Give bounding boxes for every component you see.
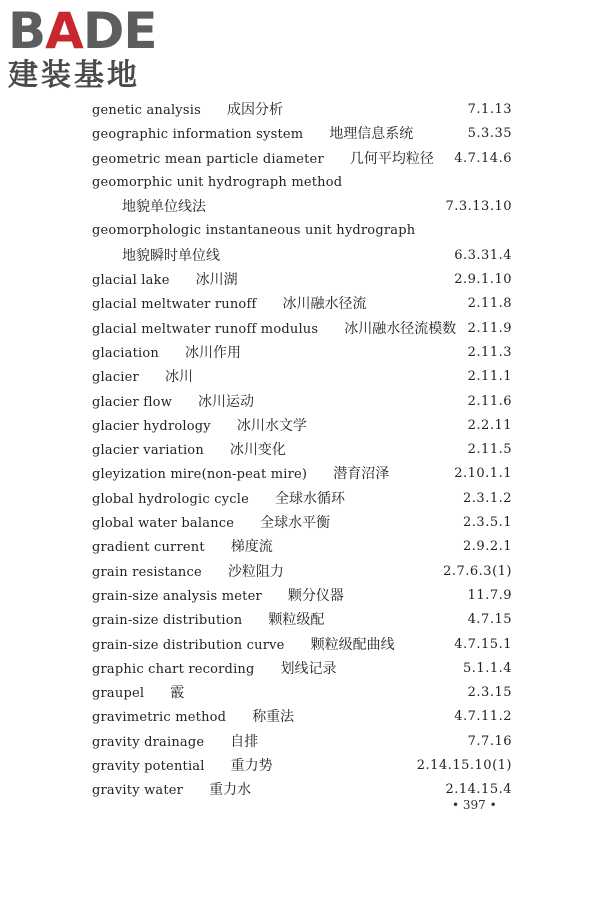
entry-section-reference: 4.7.15.1 (454, 636, 512, 652)
glossary-entry (92, 778, 512, 802)
entry-chinese-term: 冰川运动 (198, 393, 255, 410)
entry-section-reference: 2.3.15 (467, 685, 512, 701)
entry-section-reference: 2.3.1.2 (463, 490, 512, 506)
entry-section-reference: 2.2.11 (467, 417, 512, 433)
glossary-entry (92, 462, 512, 486)
entry-section-reference: 2.11.5 (467, 442, 512, 458)
entry-english-term: glacial meltwater runoff (92, 297, 257, 313)
entry-chinese-term: 颗粒级配曲线 (310, 636, 395, 653)
entry-english-term: glacier flow (92, 394, 173, 410)
entry-english-term: gravity potential (92, 759, 205, 775)
entry-chinese-term: 划线记录 (280, 660, 337, 677)
glossary-entry-continuation (92, 195, 512, 219)
entry-english-term: glaciation (92, 345, 159, 361)
entry-chinese-term: 颗分仪器 (287, 587, 344, 604)
entry-english-term: glacier hydrology (92, 418, 211, 434)
entry-english-term: geographic information system (92, 127, 304, 143)
entry-chinese-term: 梯度流 (230, 539, 273, 556)
glossary-entry (92, 584, 512, 608)
glossary-entry (92, 754, 512, 778)
entry-chinese-term: 沙粒阻力 (227, 563, 284, 580)
entry-chinese-term: 全球水平衡 (260, 515, 331, 532)
entry-section-reference: 4.7.15 (467, 612, 512, 628)
entry-english-term: global water balance (92, 516, 235, 532)
brand-logo (8, 2, 178, 94)
logo-subtitle: 建装基地 (8, 58, 140, 93)
entry-english-term: gravity water (92, 783, 184, 799)
glossary-entry (92, 317, 512, 341)
entry-section-reference: 7.3.13.10 (445, 199, 512, 215)
entry-section-reference: 2.11.3 (467, 344, 512, 360)
entry-english-term: genetic analysis (92, 103, 201, 118)
entry-english-term: gleyization mire(non-peat mire) (92, 467, 308, 483)
entry-chinese-term: 重力水 (209, 782, 252, 799)
entry-section-reference: 6.3.31.4 (454, 247, 512, 263)
glossary-entry (92, 171, 512, 195)
entry-section-reference: 7.7.16 (467, 733, 512, 749)
entry-chinese-term: 地理信息系统 (329, 126, 414, 143)
entry-chinese-term: 重力势 (230, 758, 273, 775)
glossary-entry (92, 438, 512, 462)
glossary-entry (92, 365, 512, 389)
entry-section-reference: 4.7.14.6 (454, 150, 512, 166)
glossary-entry (92, 633, 512, 657)
entry-section-reference: 2.14.15.10(1) (416, 758, 512, 774)
entry-english-term: geomorphic unit hydrograph method (92, 174, 343, 190)
entry-english-term: grain-size distribution (92, 613, 243, 629)
entry-chinese-term: 地貌单位线法 (122, 199, 206, 216)
entry-section-reference: 2.3.5.1 (463, 515, 512, 531)
entry-english-term: glacial meltwater runoff modulus (92, 321, 319, 337)
entry-section-reference: 2.11.8 (467, 296, 512, 312)
glossary-entry (92, 98, 512, 122)
entry-chinese-term: 冰川融水径流模数 (344, 320, 457, 337)
entry-section-reference: 2.11.1 (467, 369, 512, 385)
entry-english-term: graphic chart recording (92, 661, 255, 677)
glossary-entry (92, 268, 512, 292)
entry-chinese-term: 地貌瞬时单位线 (122, 247, 220, 264)
entry-section-reference: 2.10.1.1 (454, 466, 512, 482)
entry-english-term: gravimetric method (92, 710, 227, 726)
entry-english-term: geomorphologic instantaneous unit hydrograph (92, 223, 416, 239)
entry-chinese-term: 称重法 (252, 709, 295, 726)
glossary-entry (92, 535, 512, 559)
entry-section-reference: 5.3.35 (467, 126, 512, 142)
entry-chinese-term: 几何平均粒径 (349, 150, 434, 167)
glossary-entry (92, 511, 512, 535)
glossary-entry (92, 560, 512, 584)
entry-chinese-term: 冰川融水径流 (282, 296, 367, 313)
entry-chinese-term: 冰川作用 (185, 344, 241, 361)
entry-english-term: graupel (92, 686, 145, 702)
glossary-entry (92, 147, 512, 171)
entry-chinese-term: 冰川湖 (195, 272, 238, 289)
glossary-entry (92, 414, 512, 438)
entry-section-reference: 2.7.6.3(1) (443, 563, 512, 579)
entry-english-term: gradient current (92, 540, 205, 556)
entry-section-reference: 5.1.1.4 (463, 660, 512, 676)
entry-english-term: glacier variation (92, 443, 204, 459)
glossary-entry (92, 122, 512, 146)
glossary-entry (92, 705, 512, 729)
page-number: • 397 • (452, 798, 497, 812)
glossary-entry (92, 390, 512, 414)
entry-section-reference: 2.11.9 (467, 320, 512, 336)
entry-chinese-term: 冰川变化 (229, 442, 286, 459)
entry-chinese-term: 自排 (230, 733, 259, 750)
entry-chinese-term: 成因分析 (226, 102, 283, 118)
entry-section-reference: 7.1.13 (467, 102, 512, 117)
logo-wordmark: BADE (8, 2, 157, 60)
logo-accent-letter: A (45, 2, 83, 60)
entry-chinese-term: 潜育沼泽 (333, 466, 390, 483)
glossary-entry (92, 681, 512, 705)
entry-english-term: glacier (92, 370, 139, 386)
glossary-entry (92, 657, 512, 681)
entry-chinese-term: 霰 (170, 685, 185, 702)
entry-english-term: geometric mean particle diameter (92, 151, 324, 167)
entry-chinese-term: 冰川 (164, 369, 193, 386)
glossary-entry (92, 292, 512, 316)
entry-section-reference: 11.7.9 (467, 587, 512, 603)
entry-section-reference: 2.9.2.1 (463, 539, 512, 555)
entry-section-reference: 2.14.15.4 (445, 782, 512, 798)
entry-english-term: grain-size distribution curve (92, 637, 285, 653)
entry-chinese-term: 全球水循环 (274, 490, 345, 507)
glossary-entry (92, 487, 512, 511)
entry-english-term: glacial lake (92, 273, 170, 289)
entry-english-term: gravity drainage (92, 734, 205, 750)
entry-english-term: global hydrologic cycle (92, 491, 249, 507)
glossary-entry-list (92, 98, 512, 803)
entry-chinese-term: 颗粒级配 (268, 612, 325, 629)
glossary-entry (92, 341, 512, 365)
entry-english-term: grain-size analysis meter (92, 588, 262, 604)
glossary-entry-continuation (92, 244, 512, 268)
entry-english-term: grain resistance (92, 564, 202, 580)
glossary-entry (92, 608, 512, 632)
glossary-entry (92, 730, 512, 754)
glossary-entry (92, 219, 512, 243)
entry-section-reference: 2.9.1.10 (454, 272, 512, 288)
entry-chinese-term: 冰川水文学 (236, 417, 307, 434)
entry-section-reference: 4.7.11.2 (454, 709, 512, 725)
entry-section-reference: 2.11.6 (467, 393, 512, 409)
